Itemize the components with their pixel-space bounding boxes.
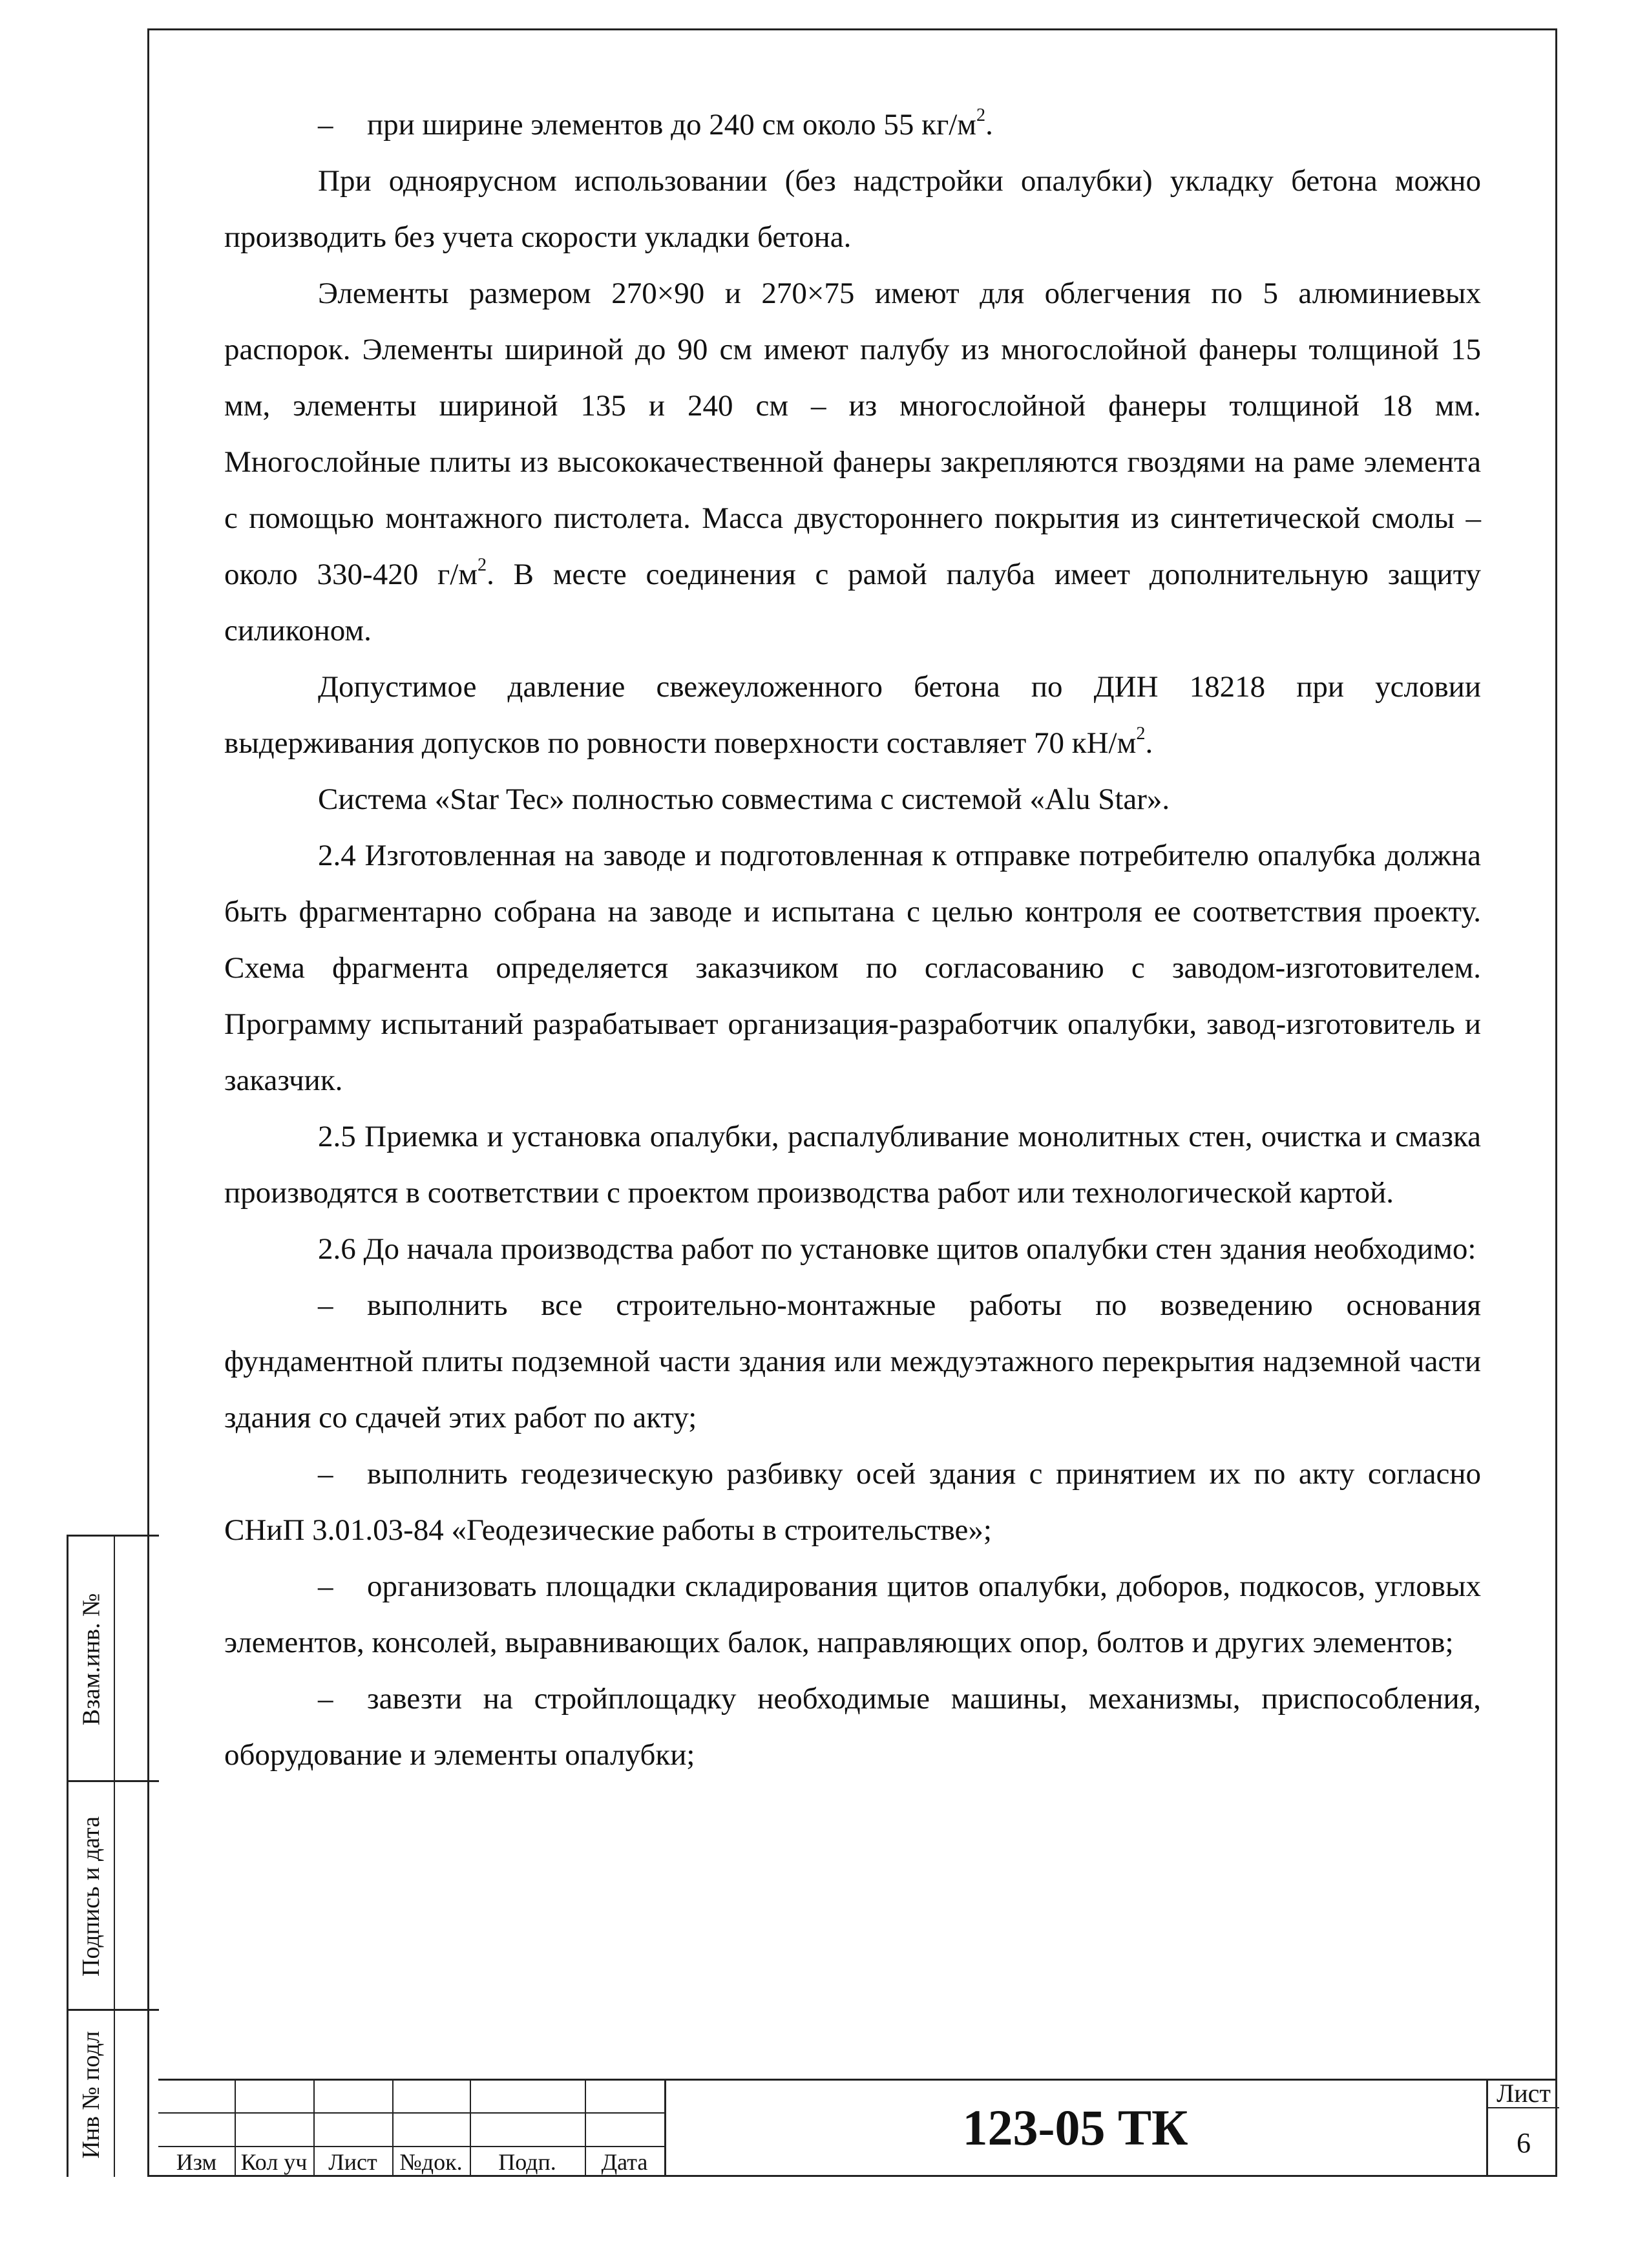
paragraph-5: Система «Star Tec» полностью совместима с системой «Alu Star». <box>318 782 1170 816</box>
revision-grid <box>158 2079 664 2177</box>
side-stamp-cell-signature <box>68 1780 159 2009</box>
header-sheet: Лист <box>328 2149 377 2175</box>
header-count: Кол уч <box>240 2149 308 2175</box>
paragraph-1 <box>224 97 1481 153</box>
paragraph-7: 2.5 Приемка и установка опалубки, распалубливание монолитных стен, очистка и смазка производятся в соответствии с проектом производства работ или технологической картой. <box>224 1120 1481 1210</box>
header-signature: Подп. <box>498 2149 556 2175</box>
sheet-label: Лист <box>1488 2079 1559 2108</box>
side-stamp-cell-replacement <box>68 1535 159 1780</box>
document-code: 123-05 ТК <box>962 2099 1188 2156</box>
paragraph-2: При одноярусном использовании (без надстройки опалубки) укладку бетона можно производить без учета скорости укладки бетона. <box>224 164 1481 254</box>
paragraph-text: выполнить геодезическую разбивку осей здания с принятием их по акту согласно СНиП 3.01.03-84 «Геодезические работы в строительстве»; <box>224 1457 1481 1547</box>
replacement-inventory-label: Взам.инв. № <box>78 1593 105 1726</box>
paragraph-text-tail: . В месте соединения с рамой палуба имеет дополнительную защиту силиконом. <box>224 558 1481 647</box>
list-dash: – <box>318 108 333 142</box>
paragraph-text: Элементы размером 270×90 и 270×75 имеют для облегчения по 5 алюминиевых распорок. Элементы шириной до 90 см имеют палубу из многослойной фанеры толщиной 15 мм, элементы шириной 135 и 240 см – из многослойной фанеры толщиной 18 мм. Многослойные плиты из высококачественной фанеры закрепляются гвоздями на раме элемента с помощью монтажного пистолета. Масса двустороннего покрытия из синтетической смолы – около 330-420 г/м <box>224 277 1481 591</box>
paragraph-12 <box>224 1671 1481 1783</box>
document-body <box>224 97 1481 1783</box>
header-date: Дата <box>601 2149 648 2175</box>
header-doc-number: №док. <box>399 2149 463 2175</box>
side-stamp <box>67 1535 157 2177</box>
superscript: 2 <box>478 555 487 576</box>
paragraph-9 <box>224 1277 1481 1446</box>
paragraph-text: при ширине элементов до 240 см около 55 кг/м <box>367 108 977 142</box>
list-dash: – <box>318 1457 333 1491</box>
paragraph-4 <box>224 659 1481 772</box>
paragraph-6: 2.4 Изготовленная на заводе и подготовленная к отправке потребителю опалубка должна быть фрагментарно собрана на заводе и испытана с целью контроля ее соответствия проекту. Схема фрагмента определяется заказчиком по согласованию с заводом-изготовителем. Программу испытаний разрабатывает организация-разработчик опалубки, завод-изготовитель и заказчик. <box>224 839 1481 1097</box>
sheet-number: 6 <box>1517 2126 1531 2159</box>
list-dash: – <box>318 1682 333 1716</box>
superscript: 2 <box>976 105 986 126</box>
side-stamp-cell-inventory <box>68 2009 159 2177</box>
paragraph-text: организовать площадки складирования щитов опалубки, доборов, подкосов, угловых элементов, консолей, выравнивающих балок, направляющих опор, болтов и других элементов; <box>224 1570 1481 1659</box>
paragraph-3 <box>224 266 1481 659</box>
paragraph-text: Допустимое давление свежеуложенного бетона по ДИН 18218 при условии выдерживания допусков по ровности поверхности составляет 70 кН/м <box>224 670 1481 760</box>
paragraph-text-tail: . <box>1145 726 1153 760</box>
superscript: 2 <box>1136 724 1146 744</box>
title-block <box>158 2079 1557 2177</box>
paragraph-10 <box>224 1446 1481 1559</box>
list-dash: – <box>318 1288 333 1322</box>
sheet-box <box>1486 2079 1557 2177</box>
list-dash: – <box>318 1570 333 1603</box>
header-change: Изм <box>176 2149 217 2175</box>
paragraph-text: завезти на стройплощадку необходимые машины, механизмы, приспособления, оборудование и элементы опалубки; <box>224 1682 1481 1772</box>
paragraph-8: 2.6 До начала производства работ по установке щитов опалубки стен здания необходимо: <box>318 1232 1476 1266</box>
paragraph-text-tail: . <box>985 108 993 142</box>
paragraph-11 <box>224 1559 1481 1671</box>
signature-date-label: Подпись и дата <box>78 1816 105 1977</box>
original-inventory-label: Инв № подл <box>78 2031 105 2159</box>
paragraph-text: выполнить все строительно-монтажные работы по возведению основания фундаментной плиты подземной части здания или междуэтажного перекрытия надземной части здания со сдачей этих работ по акту; <box>224 1288 1481 1434</box>
